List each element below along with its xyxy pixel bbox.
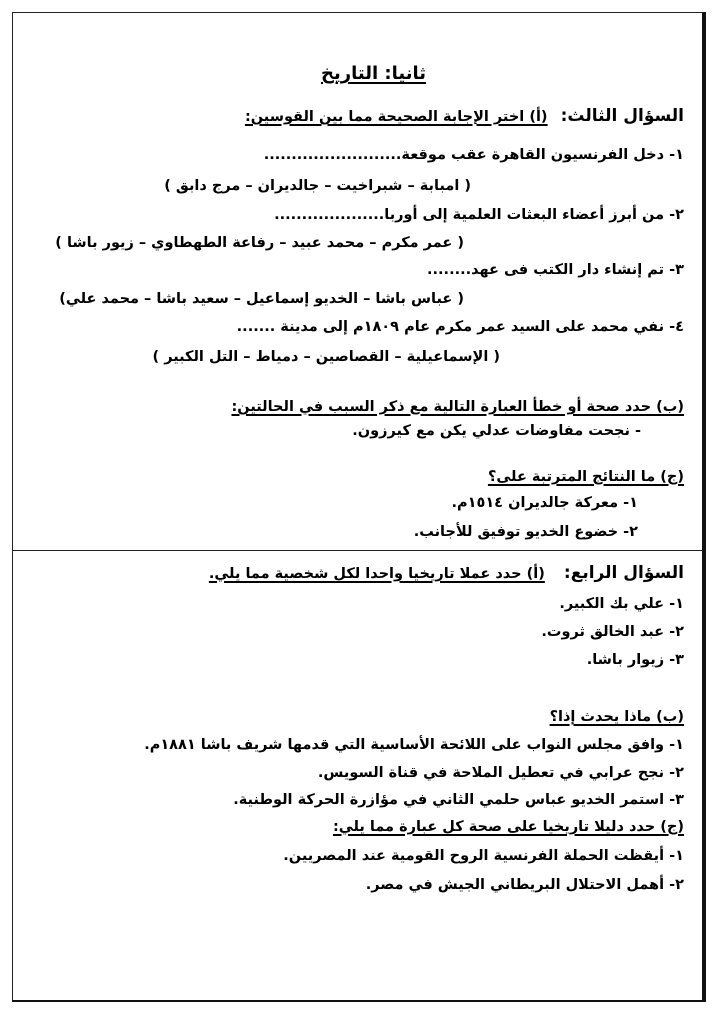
question-4-label: السؤال الرابع: [563,563,684,583]
q3-c-item-1: ١- معركة جالديران ١٥١٤م. [451,495,638,511]
q4-a-item-1: ١- علي بك الكبير. [559,596,684,612]
q3-b-header: (ب) حدد صحة أو خطأ العبارة التالية مع ذكر السبب في الحالتين: [231,399,684,415]
q4-c-header: (ج) حدد دليلا تاريخيا على صحة كل عبارة مما يلي: [333,819,684,835]
question-3-header [245,106,684,127]
q4-c-item-1: ١- أيقظت الحملة الفرنسية الروح القومية عند المصريين. [283,848,684,864]
q4-b-item-3: ٣- استمر الخديو عباس حلمي الثاني في مؤازرة الحركة الوطنية. [233,792,684,808]
q3-a-item-3: ٣- تم إنشاء دار الكتب فى عهد........ [427,262,684,278]
section-title: ثانيا: التاريخ [321,63,426,84]
q3-a-item-1-options: ( امبابة – شبراخيت – جالديران – مرج دابق ) [164,178,471,194]
section-divider [12,550,702,551]
q3-a-item-4: ٤- نفي محمد على السيد عمر مكرم عام ١٨٠٩م إلى مدينة ....... [236,319,684,335]
q4-b-item-1: ١- وافق مجلس النواب على اللائحة الأساسية التي قدمها شريف باشا ١٨٨١م. [144,737,684,753]
q4-a-item-2: ٢- عبد الخالق ثروت. [541,624,684,640]
q3-c-header: (ج) ما النتائج المترتبة على؟ [487,469,684,485]
q3-a-header: (أ) اختر الإجابة الصحيحة مما بين القوسين: [244,109,548,125]
q3-a-item-4-options: ( الإسماعيلية – القصاصين – دمياط – التل الكبير ) [152,349,500,365]
q4-b-header: (ب) ماذا يحدث إذا؟ [549,709,684,725]
question-4-header [209,563,684,584]
question-3-label: السؤال الثالث: [560,106,684,126]
q4-c-item-2: ٢- أهمل الاحتلال البريطاني الجيش في مصر. [365,877,684,893]
q3-a-item-1: ١- دخل الفرنسيون القاهرة عقب موقعة......................... [263,147,684,163]
q3-a-item-3-options: ( عباس باشا – الخديو إسماعيل – سعيد باشا – محمد علي) [59,291,464,307]
q3-a-item-2: ٢- من أبرز أعضاء البعثات العلمية إلى أوربا.................... [274,207,684,223]
q3-b-statement: - نجحت مفاوضات عدلي يكن مع كيرزون. [352,423,641,439]
q4-b-item-2: ٢- نجح عرابي في تعطيل الملاحة في قناة السويس. [317,765,684,781]
q3-a-item-2-options: ( عمر مكرم – محمد عبيد – رفاعة الطهطاوي – زيور باشا ) [55,235,464,251]
q4-a-item-3: ٣- زيوار باشا. [586,652,684,668]
q3-c-item-2: ٢- خضوع الخديو توفيق للأجانب. [413,524,638,540]
q4-a-header: (أ) حدد عملا تاريخيا واحدا لكل شخصية مما يلي. [208,566,545,582]
